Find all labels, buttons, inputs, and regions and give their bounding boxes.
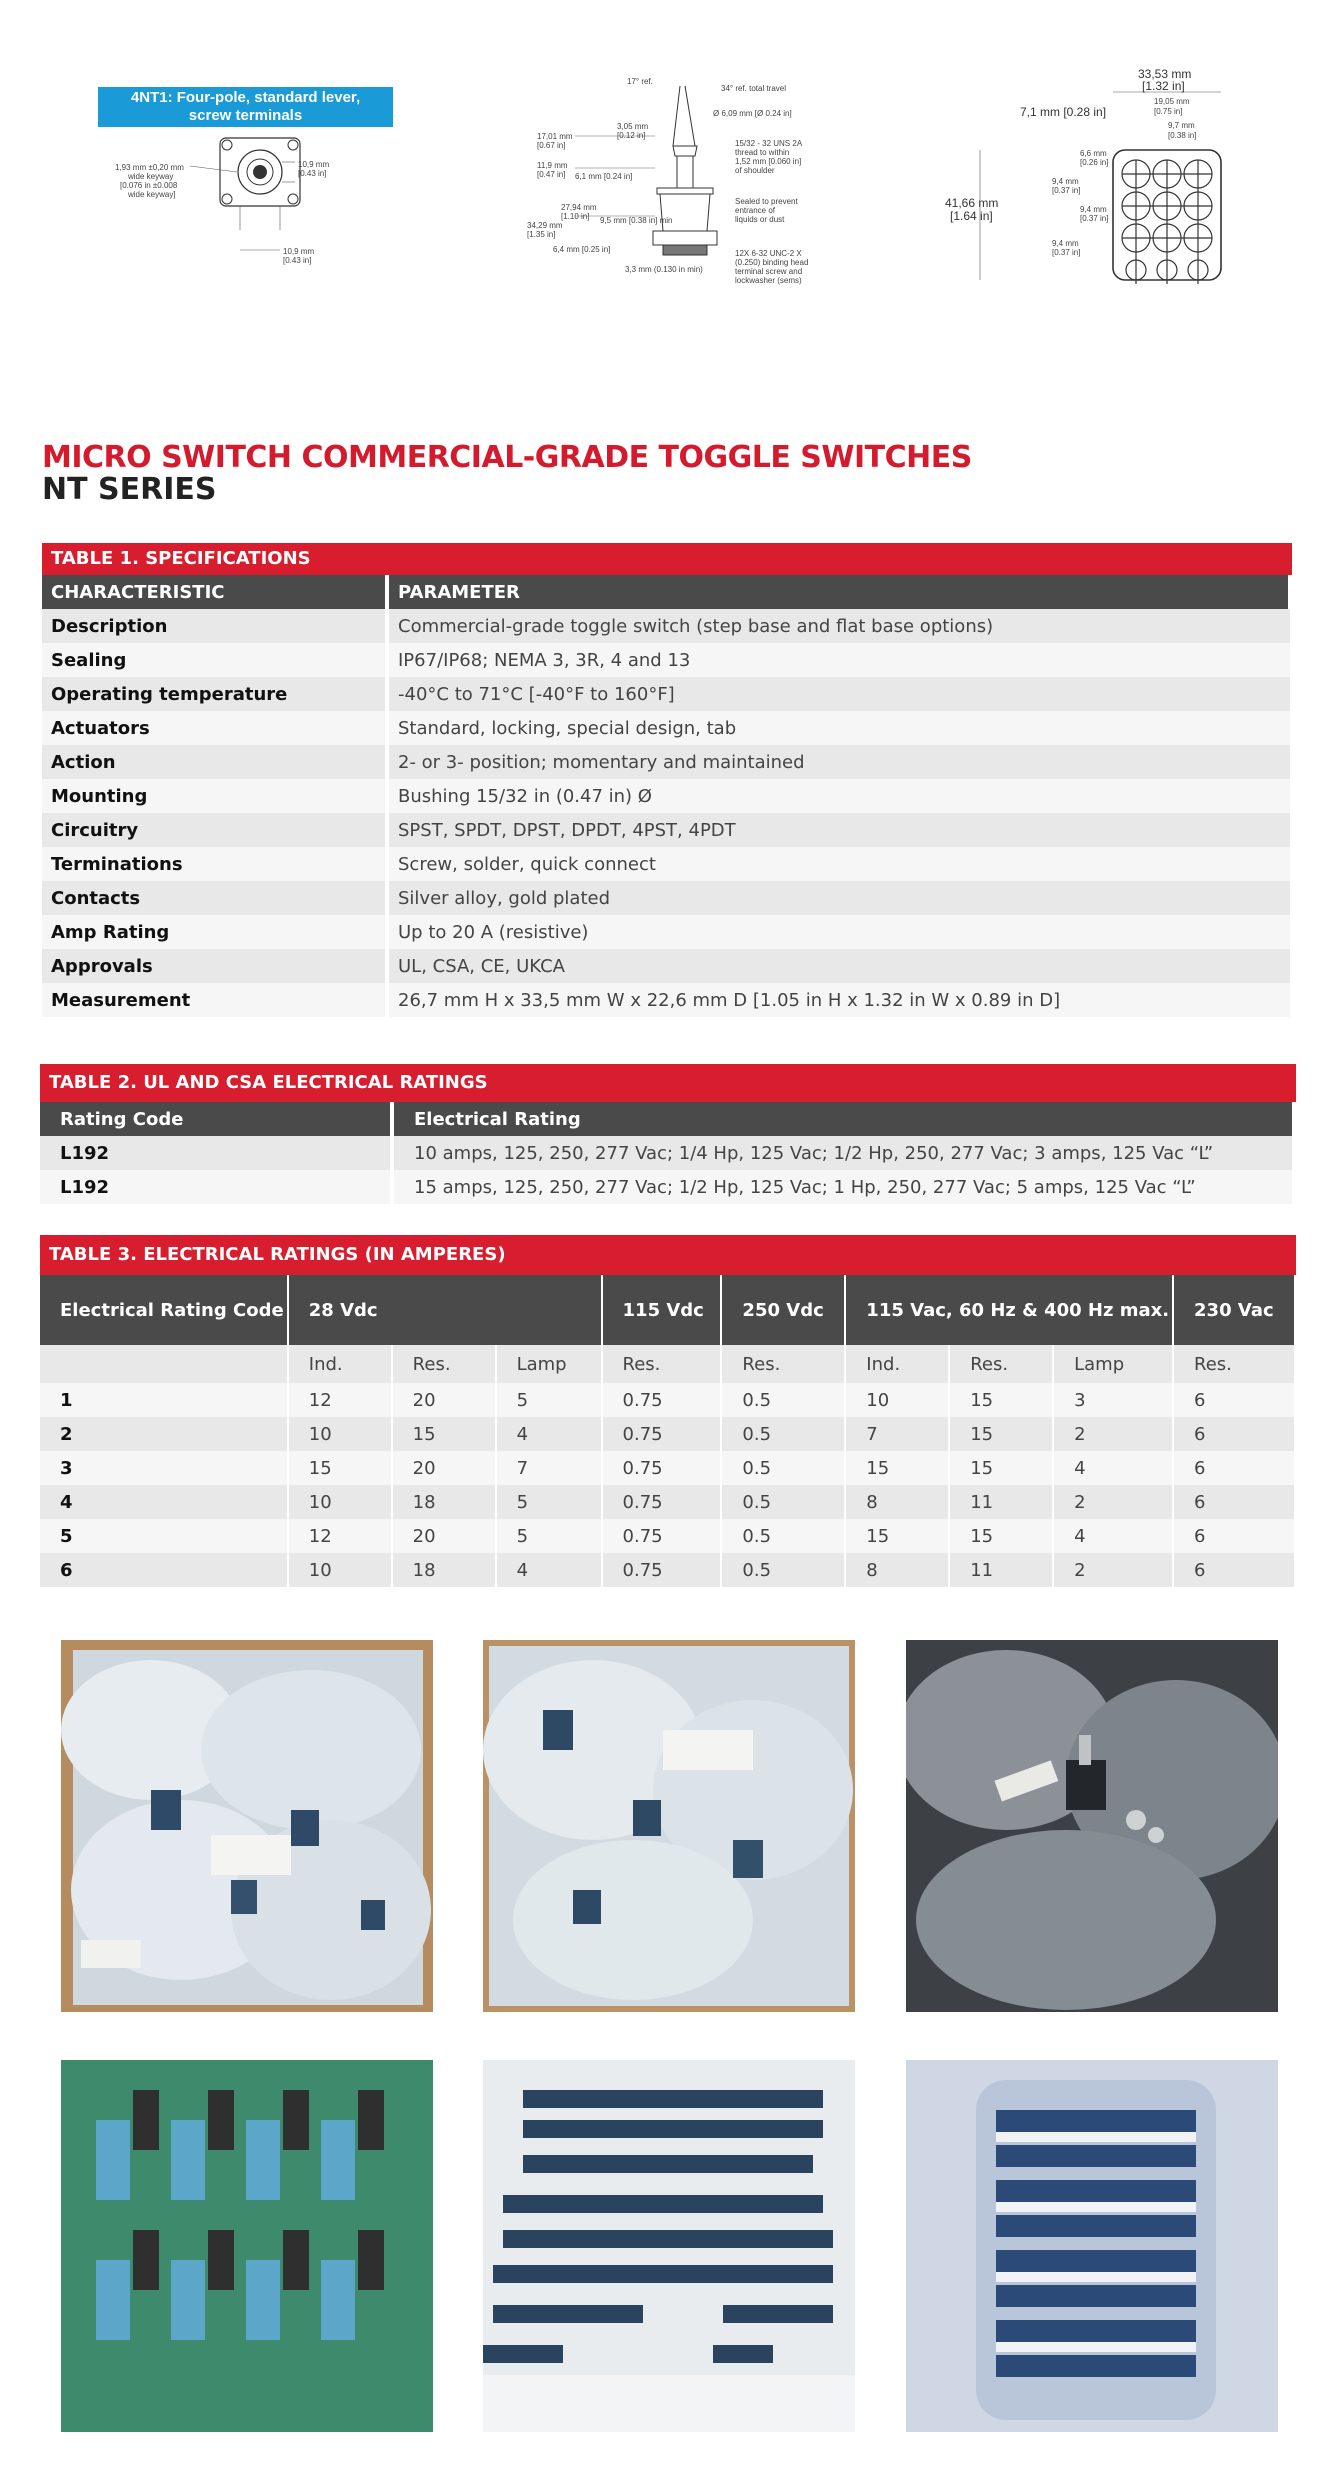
table-row xyxy=(40,1170,1294,1204)
table-row xyxy=(42,813,1290,847)
table-cell: 15 xyxy=(845,1519,949,1553)
table-cell: Amp Rating xyxy=(42,915,387,949)
dim-b-15: [0.37 in] xyxy=(1080,214,1109,223)
subheader-cell: Lamp xyxy=(496,1345,602,1383)
table-cell: 18 xyxy=(392,1553,496,1587)
table-cell: 4 xyxy=(40,1485,288,1519)
table-cell: 15 xyxy=(845,1451,949,1485)
subheader-cell: Res. xyxy=(392,1345,496,1383)
col-230vac: 230 Vac xyxy=(1173,1275,1295,1345)
dim-r-10: terminal screw and xyxy=(735,267,803,276)
dim-ref-17: 17° ref. xyxy=(627,77,653,86)
table-row xyxy=(42,949,1290,983)
table-cell: Bushing 15/32 in (0.47 in) Ø xyxy=(398,785,652,807)
dim-m-14: 3,3 mm (0.130 in min) xyxy=(625,265,703,274)
col-115vdc: 115 Vdc xyxy=(602,1275,722,1345)
dim-m-10: 34,29 mm xyxy=(527,221,563,230)
table-header-row xyxy=(40,1275,1295,1345)
table-cell: 6 xyxy=(1173,1451,1295,1485)
table-cell: 6 xyxy=(40,1553,288,1587)
subheader-cell xyxy=(40,1345,288,1383)
dim-b-10: 6,6 mm xyxy=(1080,149,1107,158)
table-row xyxy=(42,711,1290,745)
dim-b-5: 7,1 mm [0.28 in] xyxy=(1020,105,1107,119)
table-cell: 20 xyxy=(392,1451,496,1485)
toggle-switch-in-bag-photo xyxy=(906,1640,1278,2012)
toggle-switch-rows-photo xyxy=(483,2060,855,2432)
table-cell: Operating temperature xyxy=(42,677,387,711)
table-row xyxy=(40,1417,1295,1451)
side-view-drawing xyxy=(525,76,825,291)
table2-caption: TABLE 2. UL AND CSA ELECTRICAL RATINGS xyxy=(40,1064,1296,1102)
table-cell: Actuators xyxy=(42,711,387,745)
table-cell: 15 xyxy=(949,1451,1053,1485)
dim-b-14: 9,4 mm xyxy=(1080,205,1107,214)
table-cell: Screw, solder, quick connect xyxy=(398,853,656,875)
table-cell: 6 xyxy=(1173,1519,1295,1553)
table-row xyxy=(42,847,1290,881)
table-cell: 0.5 xyxy=(721,1553,845,1587)
ampere-ratings-table xyxy=(40,1275,1296,1587)
table-row xyxy=(42,983,1290,1017)
table-cell: Standard, locking, special design, tab xyxy=(398,717,737,739)
table-row xyxy=(42,609,1290,643)
table-cell: 0.75 xyxy=(602,1451,722,1485)
dim-m-12: 6,4 mm [0.25 in] xyxy=(553,245,611,254)
table-cell: 5 xyxy=(496,1519,602,1553)
table-cell: -40°C to 71°C [-40°F to 160°F] xyxy=(398,683,675,705)
table-cell: Measurement xyxy=(42,983,387,1017)
table-cell: 0.75 xyxy=(602,1383,722,1417)
table-cell: Silver alloy, gold plated xyxy=(398,887,611,909)
dim-b-8: 41,66 mm xyxy=(945,196,999,210)
table-cell: Action xyxy=(42,745,387,779)
table-cell: Approvals xyxy=(42,949,387,983)
dim-b-4: [0.75 in] xyxy=(1154,107,1183,116)
table-cell: 10 xyxy=(288,1553,392,1587)
table-cell: 0.75 xyxy=(602,1485,722,1519)
table-cell: UL, CSA, CE, UKCA xyxy=(398,955,565,977)
subheader-cell: Res. xyxy=(1173,1345,1295,1383)
table-cell: Description xyxy=(42,609,387,643)
table-cell: 4 xyxy=(496,1417,602,1451)
dim-r-6: entrance of xyxy=(735,206,776,215)
table-row xyxy=(42,745,1290,779)
table-cell: 11 xyxy=(949,1485,1053,1519)
table-cell: 2 xyxy=(1053,1553,1173,1587)
table-cell: Mounting xyxy=(42,779,387,813)
dim-b-9: [1.64 in] xyxy=(950,209,993,223)
dim-b-7: [0.38 in] xyxy=(1168,131,1197,140)
dim-b-17: [0.37 in] xyxy=(1052,248,1081,257)
dim-m-8: 27,94 mm xyxy=(561,203,597,212)
table-cell: L192 xyxy=(40,1136,392,1170)
table-cell: 15 amps, 125, 250, 277 Vac; 1/2 Hp, 125 Vac; 1 Hp, 250, 277 Vac; 5 amps, 125 Vac “L” xyxy=(392,1170,1294,1204)
bagged-switches-photo xyxy=(483,1640,855,2012)
dim-bottom-2: [0.43 in] xyxy=(283,256,312,265)
dim-m-6: [0.47 in] xyxy=(537,170,566,179)
subheader-cell: Res. xyxy=(721,1345,845,1383)
table-cell: 3 xyxy=(1053,1383,1173,1417)
table-cell: SPST, SPDT, DPST, DPDT, 4PST, 4PDT xyxy=(398,819,736,841)
table-cell: 0.5 xyxy=(721,1383,845,1417)
table-cell: L192 xyxy=(40,1170,392,1204)
table-cell: IP67/IP68; NEMA 3, 3R, 4 and 13 xyxy=(398,649,691,671)
dim-keyway-3: [0.076 in ±0.008 xyxy=(120,181,178,190)
dim-m-9: [1.10 in] xyxy=(561,212,590,221)
col-parameter: PARAMETER xyxy=(387,575,1290,609)
table-cell: 15 xyxy=(288,1451,392,1485)
dim-r-7: liquids or dust xyxy=(735,215,785,224)
dim-keyway-2: wide keyway xyxy=(128,172,174,181)
table-row xyxy=(40,1451,1295,1485)
dim-r-9: (0.250) binding head xyxy=(735,258,809,267)
table-cell: 1 xyxy=(40,1383,288,1417)
table-row xyxy=(42,881,1290,915)
table-cell: 20 xyxy=(392,1383,496,1417)
callout-line-2: screw terminals xyxy=(188,107,303,124)
dim-m-1: 3,05 mm xyxy=(617,122,649,131)
front-view-drawing xyxy=(100,130,360,270)
table3-caption: TABLE 3. ELECTRICAL RATINGS (IN AMPERES) xyxy=(40,1235,1296,1275)
table-cell: 6 xyxy=(1173,1417,1295,1451)
table-cell: 6 xyxy=(1173,1553,1295,1587)
table-cell: 5 xyxy=(40,1519,288,1553)
bottom-view-drawing xyxy=(940,64,1240,294)
table-cell: Sealing xyxy=(42,643,387,677)
dim-b-12: 9,4 mm xyxy=(1052,177,1079,186)
dim-b-3: 19,05 mm xyxy=(1154,97,1190,106)
page-title: MICRO SWITCH COMMERCIAL-GRADE TOGGLE SWITCHES xyxy=(42,440,972,475)
dim-total-travel: 34° ref. total travel xyxy=(721,84,787,93)
dim-b-13: [0.37 in] xyxy=(1052,186,1081,195)
bagged-switches-box-photo xyxy=(61,1640,433,2012)
table-cell: 0.5 xyxy=(721,1417,845,1451)
table-cell: 10 xyxy=(288,1417,392,1451)
table-cell: 0.5 xyxy=(721,1485,845,1519)
drawing-callout xyxy=(98,87,393,127)
col-115vac: 115 Vac, 60 Hz & 400 Hz max. xyxy=(845,1275,1173,1345)
packed-switches-bag-photo xyxy=(906,2060,1278,2432)
dim-b-11: [0.26 in] xyxy=(1080,158,1109,167)
dim-keyway-4: wide keyway] xyxy=(128,190,176,199)
subheader-cell: Ind. xyxy=(288,1345,392,1383)
table-row xyxy=(42,677,1290,711)
table-cell: 15 xyxy=(392,1417,496,1451)
dim-r-5: Sealed to prevent xyxy=(735,197,798,206)
table-cell: 4 xyxy=(1053,1519,1173,1553)
table-cell: 20 xyxy=(392,1519,496,1553)
table-row xyxy=(40,1485,1295,1519)
table-cell: 11 xyxy=(949,1553,1053,1587)
table-header-row xyxy=(42,575,1290,609)
table-cell: Terminations xyxy=(42,847,387,881)
table-row xyxy=(40,1519,1295,1553)
table-cell: 10 xyxy=(845,1383,949,1417)
page-subtitle: NT SERIES xyxy=(42,472,217,507)
table-cell: 6 xyxy=(1173,1383,1295,1417)
table-cell: 26,7 mm H x 33,5 mm W x 22,6 mm D [1.05 in H x 1.32 in W x 0.89 in D] xyxy=(398,989,1061,1011)
table-cell: 10 amps, 125, 250, 277 Vac; 1/4 Hp, 125 Vac; 1/2 Hp, 250, 277 Vac; 3 amps, 125 Vac “L” xyxy=(392,1136,1294,1170)
table-cell: 7 xyxy=(845,1417,949,1451)
table-cell: 12 xyxy=(288,1383,392,1417)
callout-line-1: 4NT1: Four-pole, standard lever, xyxy=(130,89,361,106)
table-cell: Circuitry xyxy=(42,813,387,847)
dim-b-16: 9,4 mm xyxy=(1052,239,1079,248)
table-cell: 0.75 xyxy=(602,1417,722,1451)
table-header-row xyxy=(40,1102,1294,1136)
table-cell: 2 xyxy=(1053,1485,1173,1519)
table-subheader-row xyxy=(40,1345,1295,1383)
subheader-cell: Res. xyxy=(602,1345,722,1383)
dim-keyway-1: 1,93 mm ±0,20 mm xyxy=(115,163,184,172)
table-row xyxy=(40,1553,1295,1587)
col-rating-code: Rating Code xyxy=(40,1102,392,1136)
table-cell: 8 xyxy=(845,1553,949,1587)
col-electrical-rating: Electrical Rating xyxy=(392,1102,1294,1136)
table-cell: 15 xyxy=(949,1417,1053,1451)
dim-b-2: [1.32 in] xyxy=(1142,79,1185,93)
dim-m-11: [1.35 in] xyxy=(527,230,556,239)
col-28vdc: 28 Vdc xyxy=(288,1275,602,1345)
dim-diameter: Ø 6,09 mm [Ø 0.24 in] xyxy=(713,109,792,118)
table-cell: 5 xyxy=(496,1383,602,1417)
table-cell: Up to 20 A (resistive) xyxy=(398,921,589,943)
dim-m-5: 11,9 mm xyxy=(537,161,568,170)
table-cell: 0.5 xyxy=(721,1519,845,1553)
dim-right-1: 10,9 mm xyxy=(298,160,330,169)
dim-r-11: lockwasher (sems) xyxy=(735,276,802,285)
table-row xyxy=(40,1383,1295,1417)
table-cell: 5 xyxy=(496,1485,602,1519)
dim-m-4: [0.67 in] xyxy=(537,141,566,150)
table-cell: 15 xyxy=(949,1383,1053,1417)
table-cell: 3 xyxy=(40,1451,288,1485)
table-cell: 10 xyxy=(288,1485,392,1519)
table-cell: 15 xyxy=(949,1519,1053,1553)
subheader-cell: Lamp xyxy=(1053,1345,1173,1383)
ratings-table xyxy=(40,1102,1296,1204)
table1-caption: TABLE 1. SPECIFICATIONS xyxy=(42,543,1292,575)
dim-r-2: thread to within xyxy=(735,148,790,157)
dim-r-1: 15/32 - 32 UNS 2A xyxy=(735,139,803,148)
table-row xyxy=(42,643,1290,677)
col-characteristic: CHARACTERISTIC xyxy=(42,575,387,609)
dim-right-2: [0.43 in] xyxy=(298,169,327,178)
table-cell: 0.75 xyxy=(602,1553,722,1587)
table-cell: 8 xyxy=(845,1485,949,1519)
dim-m-3: 17,01 mm xyxy=(537,132,573,141)
table-cell: 2 xyxy=(40,1417,288,1451)
specifications-table xyxy=(42,575,1292,1017)
table-row xyxy=(42,915,1290,949)
table-cell: Commercial-grade toggle switch (step base and flat base options) xyxy=(398,615,994,637)
dim-m-2: [0.12 in] xyxy=(617,131,646,140)
subheader-cell: Ind. xyxy=(845,1345,949,1383)
dim-r-3: 1,52 mm [0.060 in] xyxy=(735,157,802,166)
col-code: Electrical Rating Code xyxy=(40,1275,288,1345)
table-cell: 6 xyxy=(1173,1485,1295,1519)
dim-m-7: 6,1 mm [0.24 in] xyxy=(575,172,633,181)
table-cell: 0.75 xyxy=(602,1519,722,1553)
table-cell: 7 xyxy=(496,1451,602,1485)
dim-m-13: 9,5 mm [0.38 in] min xyxy=(600,216,673,225)
dim-r-8: 12X 6-32 UNC-2 X xyxy=(735,249,802,258)
table-cell: 4 xyxy=(1053,1451,1173,1485)
dim-r-4: of shoulder xyxy=(735,166,775,175)
dim-b-6: 9,7 mm xyxy=(1168,121,1195,130)
table-cell: 2 xyxy=(1053,1417,1173,1451)
dim-bottom-1: 10,9 mm xyxy=(283,247,315,256)
subheader-cell: Res. xyxy=(949,1345,1053,1383)
table-row xyxy=(42,779,1290,813)
table-cell: 18 xyxy=(392,1485,496,1519)
table-cell: 4 xyxy=(496,1553,602,1587)
limit-switches-tray-photo xyxy=(61,2060,433,2432)
dim-b-1: 33,53 mm xyxy=(1138,67,1192,81)
table-cell: Contacts xyxy=(42,881,387,915)
table-row xyxy=(40,1136,1294,1170)
table-cell: 2- or 3- position; momentary and maintained xyxy=(398,751,805,773)
table-cell: 12 xyxy=(288,1519,392,1553)
table-cell: 0.5 xyxy=(721,1451,845,1485)
col-250vdc: 250 Vdc xyxy=(721,1275,845,1345)
